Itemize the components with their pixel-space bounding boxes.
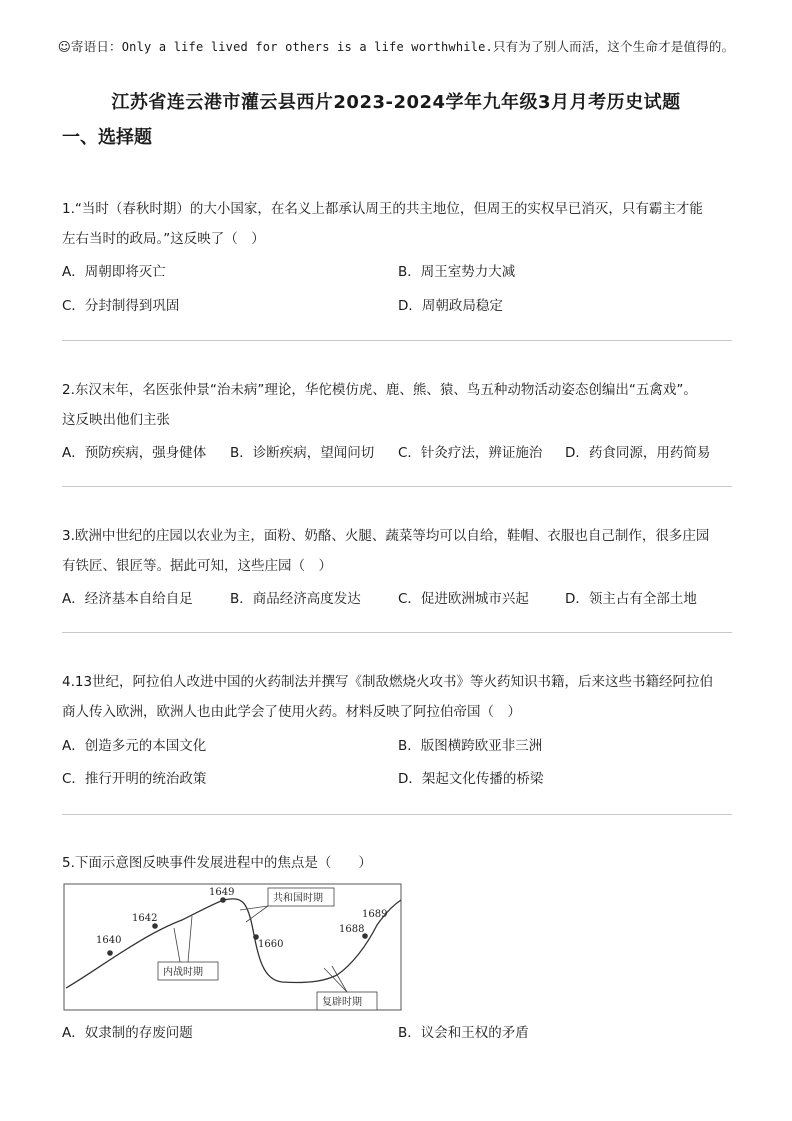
question-4-line-1: 4.13世纪，阿拉伯人改进中国的火药制法并撰写《制敌燃烧火攻书》等火药知识书籍，后来这些书籍经阿拉伯 (62, 674, 714, 690)
year-label-1689: 1689 (362, 909, 388, 920)
question-2-option-c[interactable]: C．针灸疗法，辨证施治 (398, 445, 543, 461)
question-1-option-a[interactable]: A．周朝即将灭亡 (62, 264, 166, 280)
question-2-stem (62, 375, 742, 435)
period-label-restoration: 复辟时期 (322, 997, 362, 1008)
motto-english: Only a life lived for others is a life worthwhile. (121, 40, 493, 54)
history-process-diagram (62, 880, 404, 1014)
question-4-line-2: 商人传入欧洲，欧洲人也由此学会了使用火药。材料反映了阿拉伯帝国（ ） (62, 704, 521, 720)
question-5-line-1: 5.下面示意图反映事件发展进程中的焦点是（ ） (62, 855, 372, 871)
year-label-1640: 1640 (96, 935, 122, 946)
question-3-line-2: 有铁匠、银匠等。据此可知，这些庄园（ ） (62, 558, 332, 574)
year-label-1642: 1642 (132, 913, 158, 924)
question-1-stem (62, 194, 742, 254)
divider (62, 632, 732, 633)
question-2-line-2: 这反映出他们主张 (62, 412, 170, 428)
question-4-option-a[interactable]: A．创造多元的本国文化 (62, 738, 207, 754)
year-label-1660: 1660 (258, 939, 284, 950)
question-4-option-d[interactable]: D．架起文化传播的桥梁 (398, 771, 544, 787)
question-3-option-d[interactable]: D．领主占有全部土地 (565, 591, 697, 607)
question-2-line-1: 2.东汉末年，名医张仲景“治未病”理论，华佗模仿虎、鹿、熊、猿、鸟五种动物活动姿态创编出“五禽戏”。 (62, 382, 697, 398)
motto-banner (40, 38, 752, 56)
point-1640 (107, 950, 113, 956)
divider (62, 340, 732, 341)
divider (62, 486, 732, 487)
question-1-option-c[interactable]: C．分封制得到巩固 (62, 298, 180, 314)
page-title: 江苏省连云港市灌云县西片2023-2024学年九年级3月月考历史试题 (111, 92, 681, 113)
question-4-option-b[interactable]: B．版图横跨欧亚非三洲 (398, 738, 543, 754)
question-3-stem (62, 521, 742, 581)
question-4-stem (62, 667, 742, 727)
point-1649 (220, 897, 226, 903)
motto-chinese: 只有为了别人而活，这个生命才是值得的。 (492, 39, 735, 54)
motto-prefix: ☺寄语日： (57, 39, 122, 54)
question-2-option-a[interactable]: A．预防疾病，强身健体 (62, 445, 207, 461)
question-2-option-d[interactable]: D．药食同源，用药简易 (565, 445, 711, 461)
question-1-option-d[interactable]: D．周朝政局稳定 (398, 298, 503, 314)
period-label-commonwealth: 共和国时期 (273, 893, 323, 904)
question-1-option-b[interactable]: B．周王室势力大减 (398, 264, 516, 280)
question-3-option-a[interactable]: A．经济基本自给自足 (62, 591, 193, 607)
question-5-option-a[interactable]: A．奴隶制的存废问题 (62, 1025, 193, 1041)
question-1-line-2: 左右当时的政局。”这反映了（ ） (62, 231, 265, 247)
question-1-line-1: 1.“当时（春秋时期）的大小国家，在名义上都承认周王的共主地位，但周王的实权早已消灭，只有霸主才能 (62, 201, 703, 217)
point-1642 (152, 923, 158, 929)
year-label-1688: 1688 (339, 924, 365, 935)
year-label-1649: 1649 (209, 887, 235, 898)
question-3-option-b[interactable]: B．商品经济高度发达 (230, 591, 361, 607)
question-5-stem (62, 848, 742, 878)
section-heading: 一、选择题 (62, 127, 152, 148)
period-label-civil-war: 内战时期 (163, 967, 203, 978)
diagram-frame (64, 884, 401, 1010)
question-3-option-c[interactable]: C．促进欧洲城市兴起 (398, 591, 529, 607)
question-2-option-b[interactable]: B．诊断疾病，望闻问切 (230, 445, 375, 461)
question-3-line-1: 3.欧洲中世纪的庄园以农业为主，面粉、奶酪、火腿、蔬菜等均可以自给，鞋帽、衣服也自己制作，很多庄园 (62, 528, 710, 544)
divider (62, 814, 732, 815)
question-4-option-c[interactable]: C．推行开明的统治政策 (62, 771, 207, 787)
question-5-option-b[interactable]: B．议会和王权的矛盾 (398, 1025, 529, 1041)
